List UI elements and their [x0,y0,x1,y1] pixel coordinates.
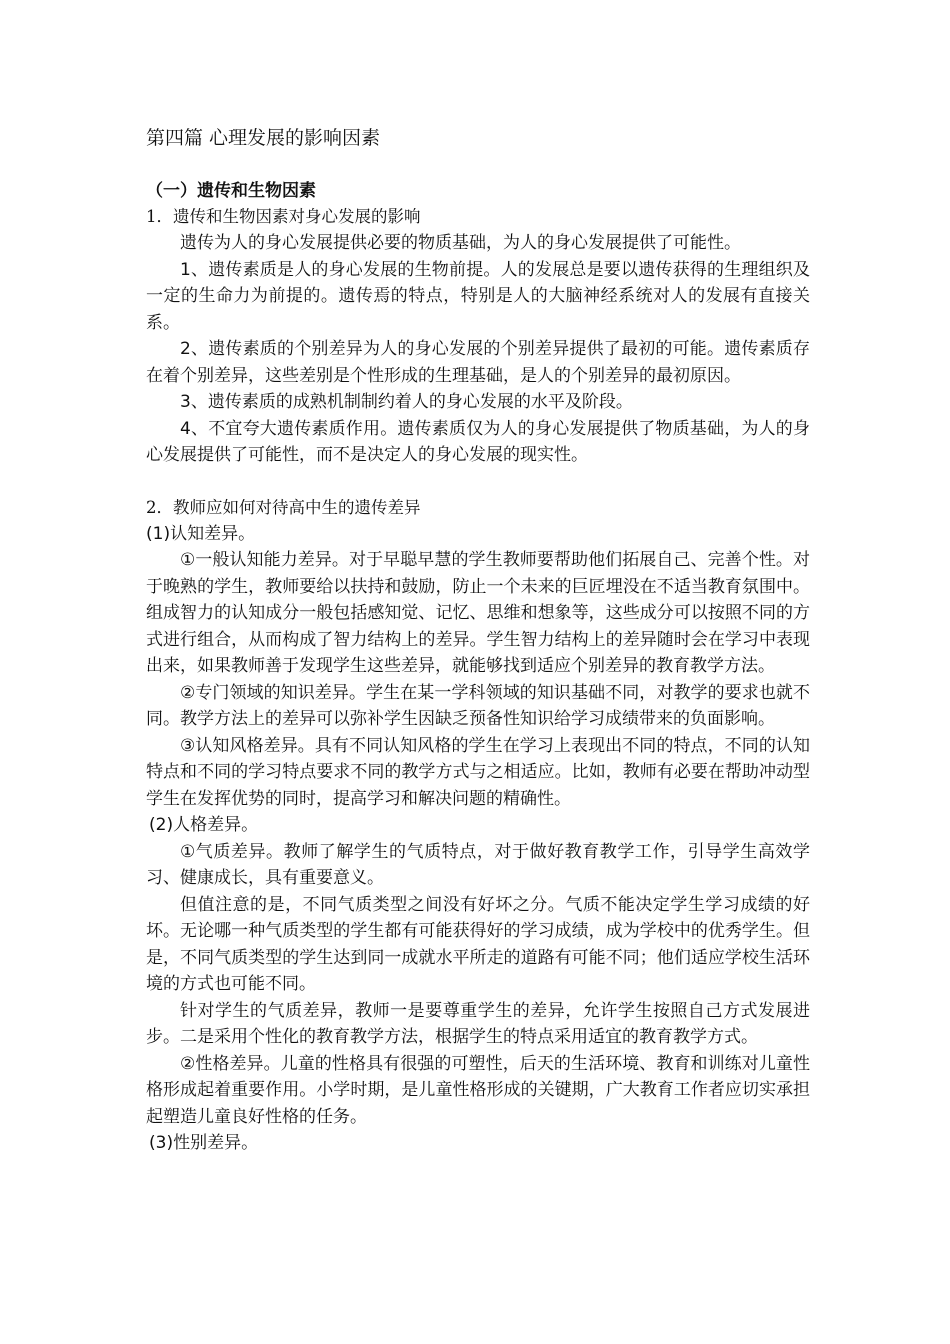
paragraph: ②性格差异。儿童的性格具有很强的可塑性，后天的生活环境、教育和训练对儿童性格形成起着重要作用。小学时期，是儿童性格形成的关键期，广大教育工作者应切实承担起塑造儿童良好性格的任务。 [146,1053,810,1127]
section-heading-genetics: （一）遗传和生物因素 [146,181,316,201]
paragraph: 1、遗传素质是人的身心发展的生物前提。人的发展总是要以遗传获得的生理组织及一定的生命力为前提的。遗传焉的特点，特别是人的大脑神经系统对人的发展有直接关系。 [146,259,810,333]
paragraph: ①一般认知能力差异。对于早聪早慧的学生教师要帮助他们拓展自己、完善个性。对于晚熟的学生，教师要给以扶持和鼓励，防止一个未来的巨匠埋没在不适当教育氛围中。组成智力的认知成分一般包括感知觉、记忆、思维和想象等，这些成分可以按照不同的方式进行组合，从而构成了智力结构上的差异。学生智力结构上的差异随时会在学习中表现出来，如果教师善于发现学生这些差异，就能够找到适应个别差异的教育教学方法。 [146,550,810,676]
subheading-teacher-response: 2．教师应如何对待高中生的遗传差异 [146,497,421,517]
personality-heading: (2)人格差异。 [149,815,259,835]
document-title: 第四篇 心理发展的影响因素 [146,127,381,149]
paragraph: 但值注意的是，不同气质类型之间没有好坏之分。气质不能决定学生学习成绩的好坏。无论哪一种气质类型的学生都有可能获得好的学习成绩，成为学校中的优秀学生。但是，不同气质类型的学生达到同一成就水平所走的道路有可能不同；他们适应学校生活环境的方式也可能不同。 [146,894,810,994]
paragraph: 4、不宜夸大遗传素质作用。遗传素质仅为人的身心发展提供了物质基础，为人的身心发展提供了可能性，而不是决定人的身心发展的现实性。 [146,418,810,465]
paragraph: 遗传为人的身心发展提供必要的物质基础，为人的身心发展提供了可能性。 [180,233,741,253]
paragraph: 针对学生的气质差异，教师一是要尊重学生的差异，允许学生按照自己方式发展进步。二是采用个性化的教育教学方法，根据学生的特点采用适宜的教育教学方式。 [146,1000,810,1047]
document-page [146,124,810,1157]
cognitive-heading: (1)认知差异。 [146,523,256,544]
gender-heading: (3)性别差异。 [149,1133,259,1153]
paragraph: 2、遗传素质的个别差异为人的身心发展的个别差异提供了最初的可能。遗传素质存在着个别差异，这些差别是个性形成的生理基础，是人的个别差异的最初原因。 [146,339,810,386]
subheading-influence: 1．遗传和生物因素对身心发展的影响 [146,207,421,226]
paragraph: ①气质差异。教师了解学生的气质特点，对于做好教育教学工作，引导学生高效学习、健康成长，具有重要意义。 [146,841,810,888]
paragraph: ③认知风格差异。具有不同认知风格的学生在学习上表现出不同的特点，不同的认知特点和不同的学习特点要求不同的教学方式与之相适应。比如，教师有必要在帮助冲动型学生在发挥优势的同时，提高学习和解决问题的精确性。 [146,735,810,809]
paragraph: ②专门领域的知识差异。学生在某一学科领域的知识基础不同，对教学的要求也就不同。教学方法上的差异可以弥补学生因缺乏预备性知识给学习成绩带来的负面影响。 [146,682,810,729]
paragraph: 3、遗传素质的成熟机制制约着人的身心发展的水平及阶段。 [180,392,633,412]
spacer [146,469,810,495]
